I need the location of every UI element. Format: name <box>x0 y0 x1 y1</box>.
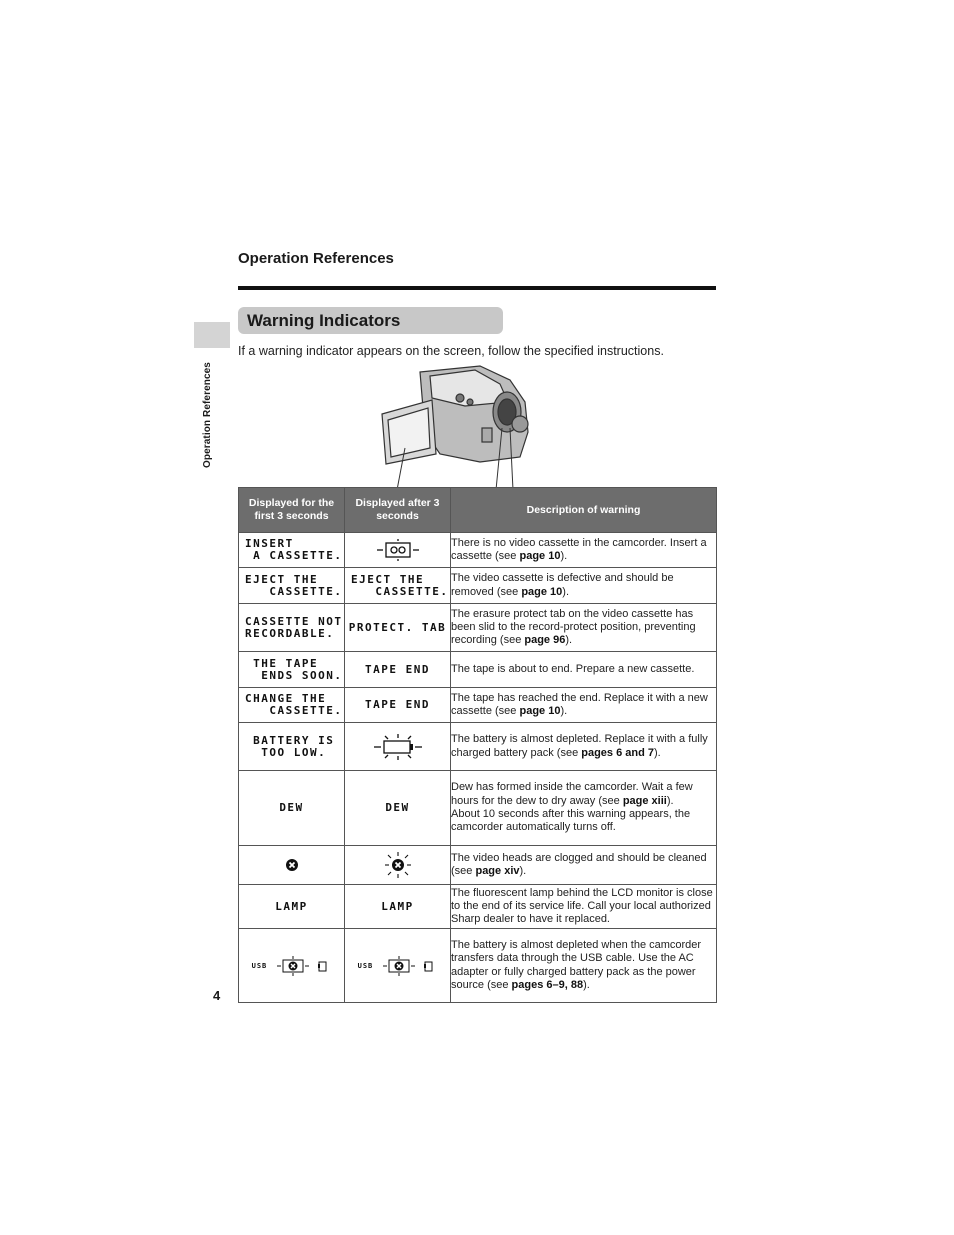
table-row <box>239 771 717 846</box>
head-clog-icon <box>385 852 411 878</box>
warning-description: The tape is about to end. Prepare a new cassette. <box>451 652 717 688</box>
table-row <box>239 652 717 688</box>
warning-description: The video heads are clogged and should be cleaned (see page xiv). <box>451 846 717 885</box>
table-row <box>239 533 717 568</box>
warning-description: The erasure protect tab on the video cassette has been slid to the record-protect position, preventing recording (see page 96). <box>451 604 717 652</box>
table-row <box>239 929 717 1003</box>
table-row <box>239 688 717 723</box>
page-title: Warning Indicators <box>247 311 401 330</box>
header-rule <box>238 286 716 290</box>
cassette-icon <box>375 539 421 561</box>
table-row <box>239 723 717 771</box>
warning-description: The tape has reached the end. Replace it with a new cassette (see page 10). <box>451 688 717 723</box>
warning-text: EJECT THE CASSETTE. <box>351 572 449 598</box>
warning-text: DEW <box>279 801 304 814</box>
table-row <box>239 885 717 929</box>
usb-head-clog-icon <box>381 956 437 976</box>
warning-text: LAMP <box>381 899 414 913</box>
warning-description: The battery is almost depleted. Replace it with a fully charged battery pack (see pages 6 and 7). <box>451 723 717 771</box>
warning-description: The fluorescent lamp behind the LCD monitor is close to the end of its service life. Call your local authorized Sharp dealer to have it replaced. <box>451 885 717 929</box>
usb-head-clog-icon <box>275 956 331 976</box>
column-header: Description of warning <box>451 488 717 533</box>
usb-label: USB <box>357 961 374 970</box>
warning-text: CHANGE THE CASSETTE. <box>245 692 343 717</box>
section-header: Operation References <box>238 250 394 267</box>
intro-text: If a warning indicator appears on the screen, follow the specified instructions. <box>238 344 664 358</box>
warning-description: The battery is almost depleted when the camcorder transfers data through the USB cable. Use the AC adapter or fully charged battery pack as the power source (see pages 6–9, 88). <box>451 929 717 1003</box>
warning-text: EJECT THE CASSETTE. <box>245 572 343 598</box>
warning-description: The video cassette is defective and should be removed (see page 10). <box>451 568 717 604</box>
page-title-box <box>238 307 503 334</box>
warning-table <box>238 487 717 1003</box>
column-header: Displayed after 3 seconds <box>345 488 451 533</box>
head-clog-icon <box>285 858 299 872</box>
side-tab-marker <box>194 322 230 348</box>
warning-text: TAPE END <box>365 698 430 711</box>
warning-text: CASSETTE NOT RECORDABLE. <box>245 614 343 640</box>
camcorder-illustration <box>370 362 550 490</box>
table-row <box>239 604 717 652</box>
warning-description: Dew has formed inside the camcorder. Wait a few hours for the dew to dry away (see page xiii). About 10 seconds after this warning appears, the camcorder automatically turns off. <box>451 771 717 846</box>
battery-low-icon <box>373 734 423 760</box>
blinking-warning-text: PROTECT. TAB <box>348 620 447 634</box>
warning-text: BATTERY IS TOO LOW. <box>253 733 335 759</box>
warning-text: LAMP <box>275 899 308 913</box>
warning-description: There is no video cassette in the camcorder. Insert a cassette (see page 10). <box>451 533 717 568</box>
table-row <box>239 568 717 604</box>
blinking-warning-text: DEW <box>385 801 410 814</box>
page-number: 4 <box>213 988 221 1003</box>
warning-text: INSERT A CASSETTE. <box>245 537 343 562</box>
warning-text: THE TAPE ENDS SOON. <box>253 656 343 682</box>
blinking-warning-text: TAPE END <box>365 662 430 676</box>
table-header-row <box>239 488 717 533</box>
side-tab-label: Operation References <box>202 362 213 468</box>
column-header: Displayed for the first 3 seconds <box>239 488 345 533</box>
table-row <box>239 846 717 885</box>
usb-label: USB <box>251 961 268 970</box>
